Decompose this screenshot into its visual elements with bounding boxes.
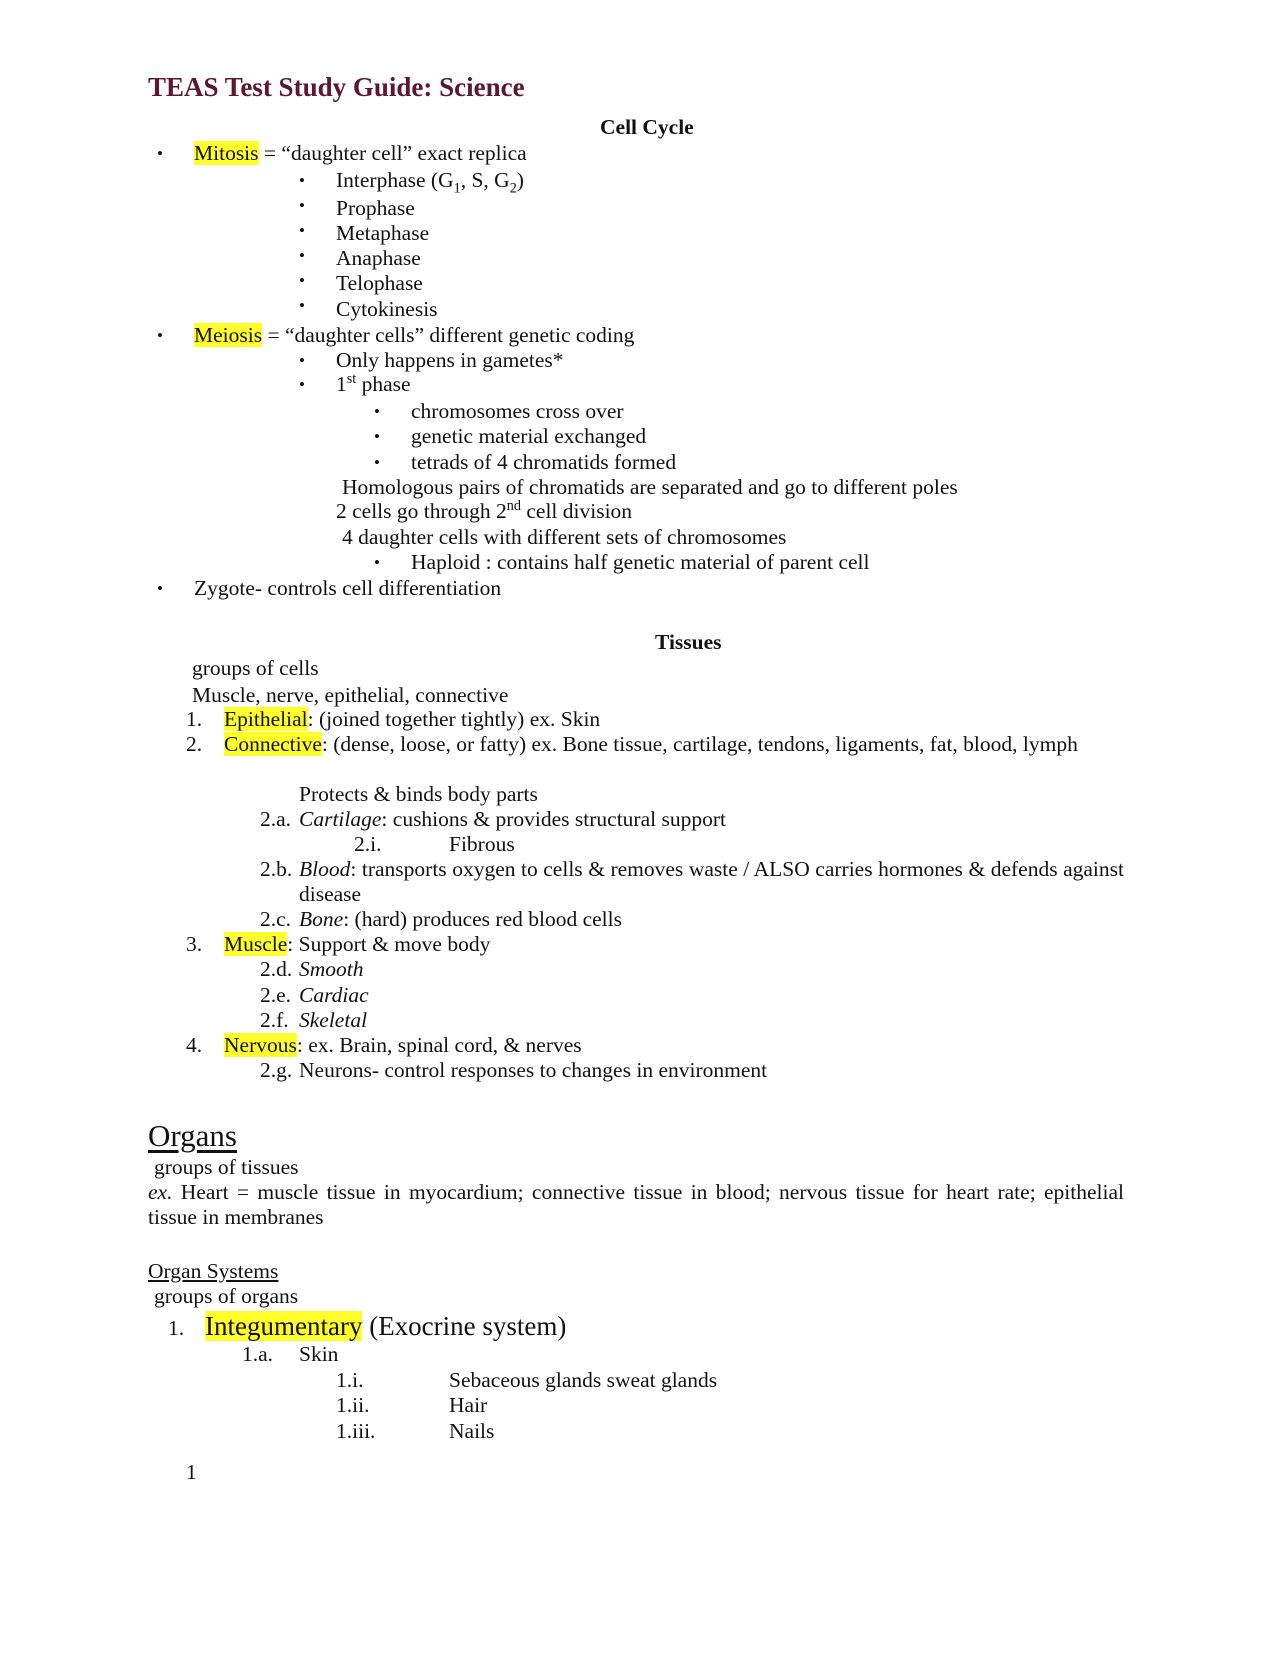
tissue-item-4-number: 4. xyxy=(186,1033,203,1057)
muscle-rest: : Support & move body xyxy=(287,932,491,956)
hair-line: Hair xyxy=(449,1393,488,1417)
organs-example xyxy=(148,1180,1124,1229)
bone-number: 2.c. xyxy=(260,907,292,931)
nails-number: 1.iii. xyxy=(336,1419,376,1443)
second-division-prefix: 2 cells go through 2 xyxy=(336,499,507,523)
smooth-line: Smooth xyxy=(299,957,364,981)
bullet-gametes: • xyxy=(299,351,305,370)
metaphase: Metaphase xyxy=(336,221,430,245)
cartilage-term: Cartilage xyxy=(299,807,382,831)
cardiac-line: Cardiac xyxy=(299,983,369,1007)
bullet-mitosis: • xyxy=(157,144,163,163)
bullet-cross-over: • xyxy=(374,402,380,421)
integumentary-term: Integumentary xyxy=(205,1311,363,1341)
gametes-line: Only happens in gametes* xyxy=(336,348,564,372)
nails-line: Nails xyxy=(449,1419,495,1443)
tetrads-line: tetrads of 4 chromatids formed xyxy=(411,450,677,474)
bullet-cytokinesis: • xyxy=(299,296,305,315)
fibrous-line: Fibrous xyxy=(449,832,515,856)
second-division-sup: nd xyxy=(506,497,521,514)
bullet-first-phase: • xyxy=(299,375,305,394)
first-phase-num: 1 xyxy=(336,372,347,396)
neurons-line: Neurons- control responses to changes in environment xyxy=(299,1058,768,1082)
exchanged-line: genetic material exchanged xyxy=(411,424,647,448)
nervous-term: Nervous xyxy=(224,1033,297,1057)
zygote-line: Zygote- controls cell differentiation xyxy=(194,576,502,600)
document-title: TEAS Test Study Guide: Science xyxy=(148,72,525,102)
connective-term: Connective xyxy=(224,732,322,756)
epithelial-rest: : (joined together tightly) ex. Skin xyxy=(307,707,601,731)
second-division-line xyxy=(336,499,632,524)
skin-line: Skin xyxy=(299,1342,339,1366)
bullet-exchanged: • xyxy=(374,427,380,446)
organ-systems-intro: groups of organs xyxy=(154,1284,299,1308)
epithelial-term: Epithelial xyxy=(224,707,308,731)
muscle-term: Muscle xyxy=(224,932,288,956)
organs-example-text: Heart = muscle tissue in myocardium; connective tissue in blood; nervous tissue for heart rate; epithelial tissue in membranes xyxy=(148,1180,1124,1229)
tissues-heading: Tissues xyxy=(655,630,722,654)
bone-line xyxy=(299,907,622,932)
homologous-line: Homologous pairs of chromatids are separated and go to different poles xyxy=(342,475,958,499)
tissue-item-2 xyxy=(224,732,1124,757)
interphase-line xyxy=(336,168,524,197)
cell-cycle-heading: Cell Cycle xyxy=(600,115,694,139)
cytokinesis: Cytokinesis xyxy=(336,297,438,321)
tissue-item-3 xyxy=(224,932,490,957)
meiosis-term: Meiosis xyxy=(194,323,263,347)
bullet-anaphase: • xyxy=(299,246,305,265)
bone-term: Bone xyxy=(299,907,344,931)
organ-system-1 xyxy=(205,1311,566,1342)
prophase: Prophase xyxy=(336,196,415,220)
neurons-number: 2.g. xyxy=(260,1058,293,1082)
tissue-item-3-number: 3. xyxy=(186,932,203,956)
organ-system-1-number: 1. xyxy=(168,1316,185,1340)
bullet-telophase: • xyxy=(299,271,305,290)
cartilage-rest: : cushions & provides structural support xyxy=(381,807,726,831)
blood-number: 2.b. xyxy=(260,857,293,881)
tissues-intro-2: Muscle, nerve, epithelial, connective xyxy=(192,683,509,707)
hair-number: 1.ii. xyxy=(336,1393,370,1417)
tissue-item-2-number: 2. xyxy=(186,732,203,756)
bullet-meiosis: • xyxy=(157,326,163,345)
integumentary-rest: (Exocrine system) xyxy=(362,1311,567,1341)
bullet-zygote: • xyxy=(157,579,163,598)
tissue-item-1-number: 1. xyxy=(186,707,203,731)
nervous-rest: : ex. Brain, spinal cord, & nerves xyxy=(296,1033,582,1057)
first-phase-line xyxy=(336,372,411,397)
protects-line: Protects & binds body parts xyxy=(299,782,538,806)
organs-example-label: ex. xyxy=(148,1180,173,1204)
first-phase-sup: st xyxy=(346,370,357,387)
mitosis-definition: = “daughter cell” exact replica xyxy=(258,141,527,165)
anaphase: Anaphase xyxy=(336,246,421,270)
blood-line xyxy=(299,857,1124,906)
tissue-item-4 xyxy=(224,1033,582,1058)
telophase: Telophase xyxy=(336,271,423,295)
smooth-number: 2.d. xyxy=(260,957,293,981)
organs-heading: Organs xyxy=(148,1118,237,1153)
blood-rest: : transports oxygen to cells & removes waste / ALSO carries hormones & defends against disease xyxy=(299,857,1124,906)
bullet-metaphase: • xyxy=(299,221,305,240)
organ-systems-heading: Organ Systems xyxy=(148,1259,279,1283)
cartilage-line xyxy=(299,807,726,832)
skeletal-number: 2.f. xyxy=(260,1008,289,1032)
g1-subscript: 1 xyxy=(453,180,461,197)
bone-rest: : (hard) produces red blood cells xyxy=(343,907,622,931)
bullet-haploid: • xyxy=(374,553,380,572)
meiosis-definition: = “daughter cells” different genetic coding xyxy=(262,323,635,347)
blood-term: Blood xyxy=(299,857,351,881)
skin-number: 1.a. xyxy=(242,1342,274,1366)
second-division-suffix: cell division xyxy=(520,499,633,523)
interphase-mid: , S, G xyxy=(460,168,510,192)
interphase-suffix: ) xyxy=(516,168,524,192)
haploid-line: Haploid : contains half genetic material of parent cell xyxy=(411,550,870,574)
four-daughters-line: 4 daughter cells with different sets of chromosomes xyxy=(342,525,787,549)
first-phase-rest: phase xyxy=(356,372,411,396)
bullet-prophase: • xyxy=(299,196,305,215)
mitosis-term: Mitosis xyxy=(194,141,259,165)
sebaceous-line: Sebaceous glands sweat glands xyxy=(449,1368,718,1392)
bullet-interphase: • xyxy=(299,171,305,190)
sebaceous-number: 1.i. xyxy=(336,1368,364,1392)
skeletal-line: Skeletal xyxy=(299,1008,368,1032)
tissues-intro-1: groups of cells xyxy=(192,656,319,680)
g2-subscript: 2 xyxy=(509,180,517,197)
organs-intro: groups of tissues xyxy=(154,1155,299,1179)
meiosis-line xyxy=(194,323,634,348)
mitosis-line xyxy=(194,141,527,166)
fibrous-number: 2.i. xyxy=(354,832,382,856)
cross-over-line: chromosomes cross over xyxy=(411,399,624,423)
tissue-item-1 xyxy=(224,707,600,732)
page-number: 1 xyxy=(186,1460,197,1484)
cartilage-number: 2.a. xyxy=(260,807,292,831)
cardiac-number: 2.e. xyxy=(260,983,292,1007)
connective-rest: : (dense, loose, or fatty) ex. Bone tissue, cartilage, tendons, ligaments, fat, blood, lymph xyxy=(321,732,1078,756)
interphase-prefix: Interphase (G xyxy=(336,168,454,192)
bullet-tetrads: • xyxy=(374,453,380,472)
